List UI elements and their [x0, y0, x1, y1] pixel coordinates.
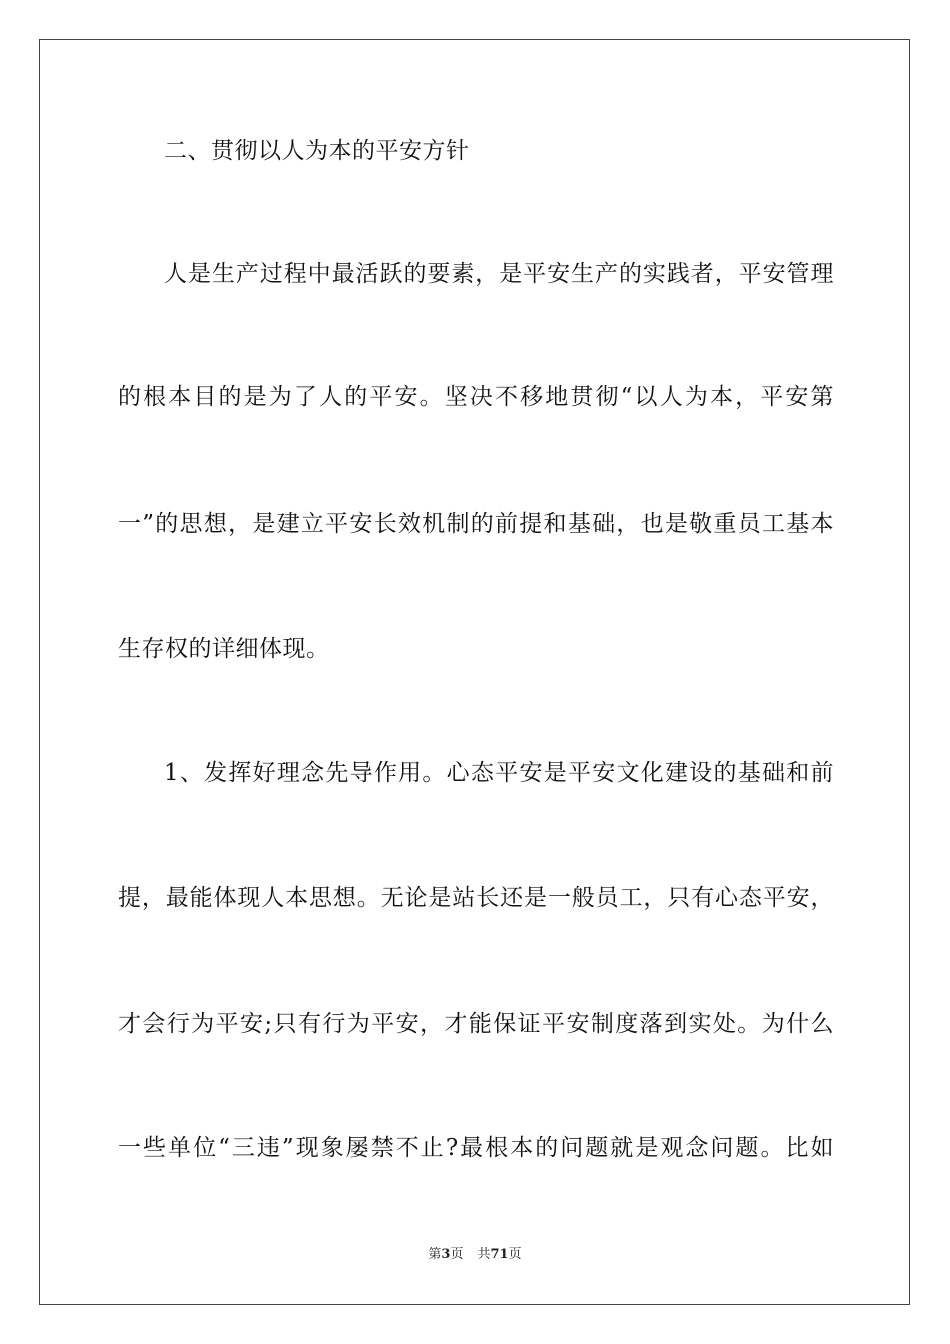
- paragraph-line: 人是生产过程中最活跃的要素，是平安生产的实践者，平安管理: [164, 261, 834, 287]
- page-frame: [39, 39, 910, 1305]
- footer-page-suffix: 页: [450, 1247, 464, 1262]
- footer-page-number: 3: [441, 1247, 451, 1262]
- paragraph-line: 的根本目的是为了人的平安。坚决不移地贯彻“以人为本，平安第: [118, 384, 834, 410]
- paragraph-line: 一”的思想，是建立平安长效机制的前提和基础，也是敬重员工基本: [118, 511, 834, 537]
- paragraph-line: 才会行为平安;只有行为平安，才能保证平安制度落到实处。为什么: [118, 1011, 834, 1037]
- footer-total-pages: 71: [490, 1247, 509, 1262]
- footer-total-suffix: 页: [508, 1247, 522, 1262]
- paragraph-line: 1、发挥好理念先导作用。心态平安是平安文化建设的基础和前: [164, 760, 834, 786]
- footer-page-prefix: 第: [428, 1247, 442, 1262]
- paragraph-line: 提，最能体现人本思想。无论是站长还是一般员工，只有心态平安，: [118, 885, 834, 911]
- section-heading: 二、贯彻以人为本的平安方针: [164, 138, 470, 164]
- paragraph-line: 一些单位“三违”现象屡禁不止?最根本的问题就是观念问题。比如: [118, 1135, 834, 1161]
- footer-total-prefix: 共: [477, 1247, 491, 1262]
- paragraph-line: 生存权的详细体现。: [118, 636, 330, 662]
- page-footer: [0, 1246, 950, 1264]
